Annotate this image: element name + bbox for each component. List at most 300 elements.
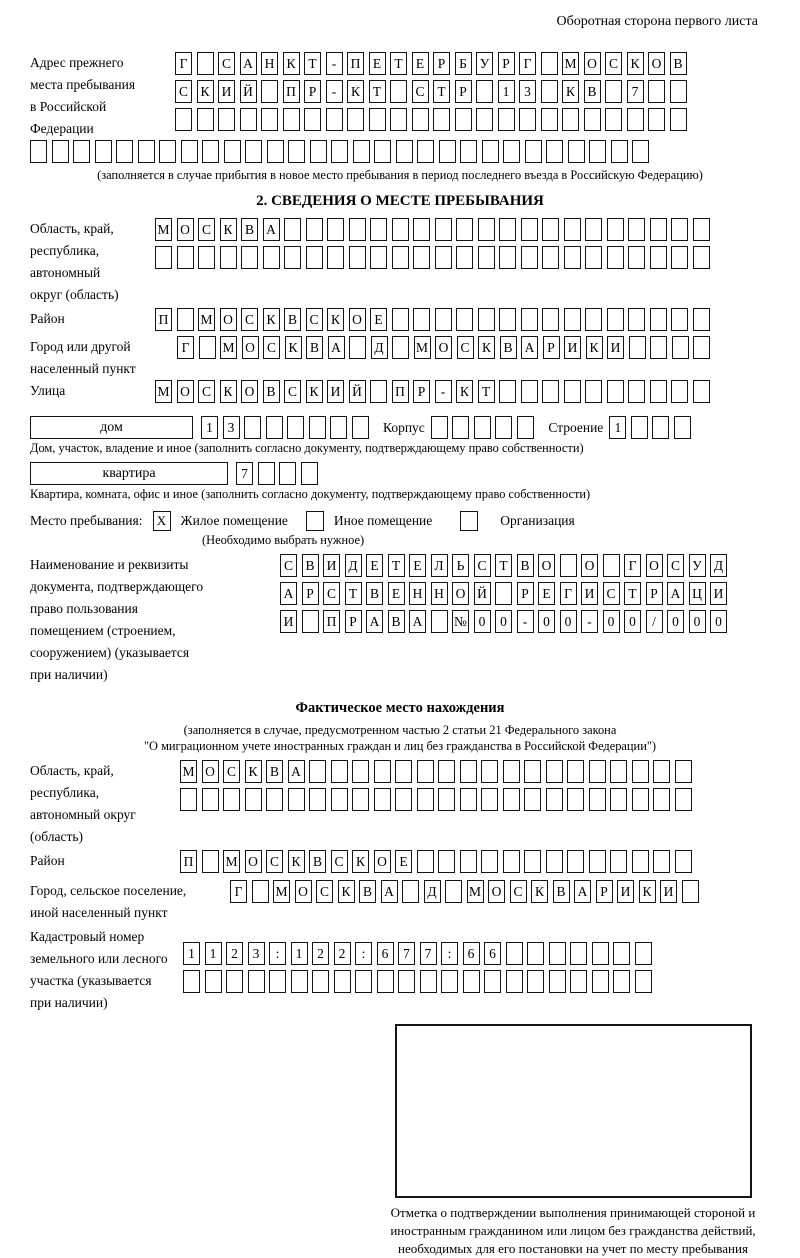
char-cell[interactable] bbox=[390, 108, 407, 131]
char-cell[interactable]: В bbox=[584, 80, 601, 103]
char-cell[interactable]: К bbox=[197, 80, 214, 103]
char-cell[interactable]: 0 bbox=[624, 610, 641, 633]
char-cell[interactable] bbox=[541, 108, 558, 131]
char-cell[interactable] bbox=[181, 140, 198, 163]
char-cell[interactable] bbox=[499, 380, 516, 403]
char-cell[interactable]: С bbox=[198, 380, 215, 403]
char-cell[interactable] bbox=[693, 336, 710, 359]
char-cell[interactable] bbox=[370, 246, 387, 269]
char-cell[interactable]: М bbox=[562, 52, 579, 75]
char-cell[interactable] bbox=[527, 970, 544, 993]
char-cell[interactable] bbox=[258, 462, 275, 485]
char-cell[interactable] bbox=[524, 788, 541, 811]
char-cell[interactable]: Й bbox=[349, 380, 366, 403]
char-cell[interactable] bbox=[589, 760, 606, 783]
char-cell[interactable] bbox=[499, 246, 516, 269]
char-cell[interactable]: - bbox=[581, 610, 598, 633]
char-cell[interactable]: Н bbox=[431, 582, 448, 605]
char-cell[interactable]: О bbox=[220, 308, 237, 331]
char-cell[interactable] bbox=[398, 970, 415, 993]
char-cell[interactable]: 0 bbox=[538, 610, 555, 633]
char-cell[interactable]: О bbox=[488, 880, 505, 903]
char-cell[interactable] bbox=[334, 970, 351, 993]
char-cell[interactable] bbox=[326, 108, 343, 131]
char-cell[interactable] bbox=[202, 788, 219, 811]
char-cell[interactable] bbox=[218, 108, 235, 131]
char-cell[interactable] bbox=[585, 380, 602, 403]
char-cell[interactable]: К bbox=[285, 336, 302, 359]
char-cell[interactable]: О bbox=[646, 554, 663, 577]
char-cell[interactable] bbox=[682, 880, 699, 903]
char-cell[interactable] bbox=[302, 610, 319, 633]
char-cell[interactable] bbox=[564, 246, 581, 269]
char-cell[interactable]: К bbox=[352, 850, 369, 873]
char-cell[interactable] bbox=[506, 942, 523, 965]
char-cell[interactable]: А bbox=[263, 218, 280, 241]
char-cell[interactable] bbox=[570, 942, 587, 965]
char-cell[interactable] bbox=[330, 416, 347, 439]
char-cell[interactable] bbox=[377, 970, 394, 993]
char-cell[interactable] bbox=[116, 140, 133, 163]
char-cell[interactable]: К bbox=[327, 308, 344, 331]
char-cell[interactable] bbox=[585, 246, 602, 269]
char-cell[interactable] bbox=[438, 760, 455, 783]
char-cell[interactable] bbox=[628, 308, 645, 331]
char-cell[interactable] bbox=[476, 108, 493, 131]
char-cell[interactable] bbox=[503, 140, 520, 163]
char-cell[interactable]: М bbox=[467, 880, 484, 903]
char-cell[interactable] bbox=[481, 850, 498, 873]
char-cell[interactable] bbox=[392, 308, 409, 331]
char-cell[interactable]: В bbox=[517, 554, 534, 577]
char-cell[interactable]: С bbox=[280, 554, 297, 577]
char-cell[interactable] bbox=[417, 760, 434, 783]
char-cell[interactable]: И bbox=[327, 380, 344, 403]
char-cell[interactable] bbox=[435, 218, 452, 241]
char-cell[interactable]: А bbox=[288, 760, 305, 783]
char-cell[interactable] bbox=[560, 554, 577, 577]
char-cell[interactable] bbox=[155, 246, 172, 269]
char-cell[interactable] bbox=[607, 246, 624, 269]
char-cell[interactable]: С bbox=[284, 380, 301, 403]
char-cell[interactable] bbox=[202, 140, 219, 163]
gorod3-cells[interactable] bbox=[230, 880, 770, 903]
char-cell[interactable]: С bbox=[263, 336, 280, 359]
char-cell[interactable]: В bbox=[670, 52, 687, 75]
char-cell[interactable]: О bbox=[648, 52, 665, 75]
char-cell[interactable] bbox=[417, 850, 434, 873]
char-cell[interactable] bbox=[549, 942, 566, 965]
char-cell[interactable]: Р bbox=[304, 80, 321, 103]
char-cell[interactable]: Е bbox=[366, 554, 383, 577]
char-cell[interactable] bbox=[562, 108, 579, 131]
dom-number-cells[interactable] bbox=[201, 416, 373, 439]
char-cell[interactable] bbox=[52, 140, 69, 163]
char-cell[interactable]: Г bbox=[177, 336, 194, 359]
char-cell[interactable]: А bbox=[366, 610, 383, 633]
char-cell[interactable]: О bbox=[581, 554, 598, 577]
ulitsa-cells[interactable] bbox=[155, 380, 770, 403]
char-cell[interactable]: С bbox=[241, 308, 258, 331]
char-cell[interactable]: 3 bbox=[519, 80, 536, 103]
char-cell[interactable] bbox=[456, 218, 473, 241]
char-cell[interactable] bbox=[304, 108, 321, 131]
char-cell[interactable]: П bbox=[155, 308, 172, 331]
oblast3-cells-row2[interactable] bbox=[180, 788, 770, 811]
char-cell[interactable] bbox=[349, 246, 366, 269]
char-cell[interactable]: О bbox=[177, 380, 194, 403]
char-cell[interactable] bbox=[524, 850, 541, 873]
char-cell[interactable]: К bbox=[220, 218, 237, 241]
char-cell[interactable] bbox=[284, 246, 301, 269]
char-cell[interactable]: О bbox=[584, 52, 601, 75]
prev-address-cells-row2[interactable] bbox=[175, 80, 770, 103]
char-cell[interactable] bbox=[445, 880, 462, 903]
char-cell[interactable]: Г bbox=[175, 52, 192, 75]
char-cell[interactable] bbox=[353, 140, 370, 163]
char-cell[interactable]: Т bbox=[624, 582, 641, 605]
char-cell[interactable] bbox=[524, 760, 541, 783]
char-cell[interactable] bbox=[197, 108, 214, 131]
char-cell[interactable] bbox=[632, 850, 649, 873]
char-cell[interactable] bbox=[435, 246, 452, 269]
char-cell[interactable]: Г bbox=[230, 880, 247, 903]
char-cell[interactable] bbox=[628, 246, 645, 269]
char-cell[interactable]: И bbox=[581, 582, 598, 605]
char-cell[interactable] bbox=[374, 140, 391, 163]
char-cell[interactable]: О bbox=[538, 554, 555, 577]
char-cell[interactable]: Е bbox=[412, 52, 429, 75]
char-cell[interactable]: М bbox=[155, 380, 172, 403]
char-cell[interactable] bbox=[481, 760, 498, 783]
char-cell[interactable]: 0 bbox=[495, 610, 512, 633]
char-cell[interactable] bbox=[592, 970, 609, 993]
char-cell[interactable] bbox=[671, 218, 688, 241]
char-cell[interactable]: К bbox=[478, 336, 495, 359]
oblast-cells-row2[interactable] bbox=[155, 246, 770, 269]
char-cell[interactable] bbox=[674, 416, 691, 439]
char-cell[interactable]: О bbox=[452, 582, 469, 605]
char-cell[interactable]: В bbox=[553, 880, 570, 903]
char-cell[interactable]: 1 bbox=[498, 80, 515, 103]
char-cell[interactable] bbox=[474, 416, 491, 439]
char-cell[interactable]: Е bbox=[370, 308, 387, 331]
char-cell[interactable]: 0 bbox=[474, 610, 491, 633]
char-cell[interactable] bbox=[180, 788, 197, 811]
char-cell[interactable] bbox=[482, 140, 499, 163]
char-cell[interactable] bbox=[460, 760, 477, 783]
char-cell[interactable]: Р bbox=[302, 582, 319, 605]
char-cell[interactable] bbox=[331, 788, 348, 811]
char-cell[interactable] bbox=[331, 140, 348, 163]
char-cell[interactable] bbox=[503, 788, 520, 811]
char-cell[interactable]: П bbox=[392, 380, 409, 403]
char-cell[interactable]: 0 bbox=[710, 610, 727, 633]
char-cell[interactable] bbox=[610, 788, 627, 811]
char-cell[interactable] bbox=[567, 788, 584, 811]
char-cell[interactable] bbox=[223, 788, 240, 811]
char-cell[interactable] bbox=[650, 308, 667, 331]
char-cell[interactable]: В bbox=[266, 760, 283, 783]
char-cell[interactable] bbox=[693, 380, 710, 403]
char-cell[interactable] bbox=[438, 850, 455, 873]
char-cell[interactable] bbox=[484, 970, 501, 993]
char-cell[interactable]: Д bbox=[710, 554, 727, 577]
char-cell[interactable] bbox=[310, 140, 327, 163]
char-cell[interactable]: И bbox=[607, 336, 624, 359]
char-cell[interactable]: У bbox=[476, 52, 493, 75]
char-cell[interactable]: Г bbox=[624, 554, 641, 577]
char-cell[interactable]: 7 bbox=[236, 462, 253, 485]
korpus-cells[interactable] bbox=[431, 416, 539, 439]
char-cell[interactable] bbox=[441, 970, 458, 993]
char-cell[interactable] bbox=[248, 970, 265, 993]
char-cell[interactable]: Т bbox=[495, 554, 512, 577]
char-cell[interactable]: О bbox=[435, 336, 452, 359]
char-cell[interactable]: Д bbox=[345, 554, 362, 577]
char-cell[interactable] bbox=[309, 416, 326, 439]
char-cell[interactable] bbox=[435, 308, 452, 331]
char-cell[interactable]: В bbox=[388, 610, 405, 633]
char-cell[interactable] bbox=[521, 380, 538, 403]
char-cell[interactable] bbox=[546, 760, 563, 783]
char-cell[interactable] bbox=[546, 788, 563, 811]
char-cell[interactable] bbox=[287, 416, 304, 439]
char-cell[interactable]: : bbox=[269, 942, 286, 965]
char-cell[interactable]: С bbox=[175, 80, 192, 103]
char-cell[interactable]: М bbox=[155, 218, 172, 241]
char-cell[interactable] bbox=[546, 850, 563, 873]
char-cell[interactable]: А bbox=[328, 336, 345, 359]
char-cell[interactable] bbox=[693, 246, 710, 269]
dom-box[interactable]: дом bbox=[30, 416, 193, 439]
char-cell[interactable]: Р bbox=[345, 610, 362, 633]
char-cell[interactable] bbox=[349, 218, 366, 241]
char-cell[interactable]: О bbox=[349, 308, 366, 331]
char-cell[interactable]: Н bbox=[409, 582, 426, 605]
stroenie-cells[interactable] bbox=[609, 416, 695, 439]
char-cell[interactable]: Н bbox=[261, 52, 278, 75]
char-cell[interactable] bbox=[495, 416, 512, 439]
char-cell[interactable] bbox=[352, 416, 369, 439]
char-cell[interactable] bbox=[648, 80, 665, 103]
char-cell[interactable] bbox=[521, 218, 538, 241]
char-cell[interactable] bbox=[541, 80, 558, 103]
char-cell[interactable]: - bbox=[517, 610, 534, 633]
char-cell[interactable] bbox=[413, 308, 430, 331]
char-cell[interactable] bbox=[197, 52, 214, 75]
char-cell[interactable]: К bbox=[245, 760, 262, 783]
char-cell[interactable]: О bbox=[177, 218, 194, 241]
char-cell[interactable] bbox=[607, 380, 624, 403]
char-cell[interactable] bbox=[177, 308, 194, 331]
char-cell[interactable]: И bbox=[280, 610, 297, 633]
char-cell[interactable]: 3 bbox=[223, 416, 240, 439]
char-cell[interactable] bbox=[564, 308, 581, 331]
char-cell[interactable] bbox=[241, 246, 258, 269]
char-cell[interactable] bbox=[205, 970, 222, 993]
char-cell[interactable] bbox=[312, 970, 329, 993]
char-cell[interactable] bbox=[327, 246, 344, 269]
char-cell[interactable] bbox=[433, 108, 450, 131]
char-cell[interactable]: : bbox=[355, 942, 372, 965]
char-cell[interactable] bbox=[226, 970, 243, 993]
char-cell[interactable] bbox=[650, 336, 667, 359]
stay-type-checkbox-other[interactable] bbox=[306, 511, 324, 531]
char-cell[interactable]: - bbox=[326, 52, 343, 75]
char-cell[interactable]: В bbox=[241, 218, 258, 241]
char-cell[interactable]: И bbox=[617, 880, 634, 903]
char-cell[interactable]: Д bbox=[371, 336, 388, 359]
char-cell[interactable]: 3 bbox=[248, 942, 265, 965]
char-cell[interactable]: С bbox=[218, 52, 235, 75]
char-cell[interactable] bbox=[568, 140, 585, 163]
char-cell[interactable]: Б bbox=[455, 52, 472, 75]
char-cell[interactable] bbox=[611, 140, 628, 163]
char-cell[interactable]: М bbox=[220, 336, 237, 359]
char-cell[interactable]: / bbox=[646, 610, 663, 633]
char-cell[interactable] bbox=[413, 218, 430, 241]
char-cell[interactable]: С bbox=[510, 880, 527, 903]
char-cell[interactable]: 1 bbox=[609, 416, 626, 439]
char-cell[interactable] bbox=[244, 416, 261, 439]
char-cell[interactable]: Р bbox=[498, 52, 515, 75]
char-cell[interactable]: С bbox=[457, 336, 474, 359]
char-cell[interactable]: Т bbox=[433, 80, 450, 103]
char-cell[interactable]: К bbox=[263, 308, 280, 331]
char-cell[interactable] bbox=[650, 380, 667, 403]
char-cell[interactable] bbox=[352, 788, 369, 811]
char-cell[interactable] bbox=[605, 108, 622, 131]
char-cell[interactable]: Р bbox=[433, 52, 450, 75]
char-cell[interactable]: К bbox=[347, 80, 364, 103]
char-cell[interactable]: 7 bbox=[420, 942, 437, 965]
char-cell[interactable] bbox=[30, 140, 47, 163]
char-cell[interactable] bbox=[632, 140, 649, 163]
char-cell[interactable]: А bbox=[381, 880, 398, 903]
char-cell[interactable] bbox=[541, 52, 558, 75]
char-cell[interactable] bbox=[585, 218, 602, 241]
char-cell[interactable] bbox=[279, 462, 296, 485]
char-cell[interactable]: - bbox=[435, 380, 452, 403]
char-cell[interactable] bbox=[267, 140, 284, 163]
char-cell[interactable] bbox=[564, 218, 581, 241]
char-cell[interactable] bbox=[202, 850, 219, 873]
char-cell[interactable]: С bbox=[223, 760, 240, 783]
char-cell[interactable]: Е bbox=[538, 582, 555, 605]
char-cell[interactable]: М bbox=[273, 880, 290, 903]
char-cell[interactable] bbox=[589, 788, 606, 811]
char-cell[interactable]: В bbox=[359, 880, 376, 903]
char-cell[interactable] bbox=[499, 218, 516, 241]
char-cell[interactable] bbox=[392, 246, 409, 269]
char-cell[interactable]: М bbox=[180, 760, 197, 783]
char-cell[interactable]: И bbox=[710, 582, 727, 605]
stay-type-checkbox-organization[interactable] bbox=[460, 511, 478, 531]
char-cell[interactable]: К bbox=[220, 380, 237, 403]
char-cell[interactable]: Р bbox=[517, 582, 534, 605]
char-cell[interactable] bbox=[261, 80, 278, 103]
char-cell[interactable]: Т bbox=[390, 52, 407, 75]
char-cell[interactable] bbox=[245, 788, 262, 811]
char-cell[interactable] bbox=[549, 970, 566, 993]
char-cell[interactable]: О bbox=[374, 850, 391, 873]
char-cell[interactable] bbox=[519, 108, 536, 131]
char-cell[interactable] bbox=[631, 416, 648, 439]
char-cell[interactable]: К bbox=[562, 80, 579, 103]
char-cell[interactable]: К bbox=[586, 336, 603, 359]
char-cell[interactable] bbox=[291, 970, 308, 993]
char-cell[interactable] bbox=[564, 380, 581, 403]
char-cell[interactable]: Р bbox=[543, 336, 560, 359]
char-cell[interactable] bbox=[542, 308, 559, 331]
char-cell[interactable]: Ь bbox=[452, 554, 469, 577]
char-cell[interactable]: 1 bbox=[201, 416, 218, 439]
char-cell[interactable] bbox=[413, 246, 430, 269]
char-cell[interactable] bbox=[460, 140, 477, 163]
char-cell[interactable] bbox=[542, 246, 559, 269]
char-cell[interactable]: А bbox=[667, 582, 684, 605]
char-cell[interactable] bbox=[610, 850, 627, 873]
prev-address-cells-row1[interactable] bbox=[175, 52, 770, 75]
char-cell[interactable]: К bbox=[639, 880, 656, 903]
char-cell[interactable] bbox=[288, 788, 305, 811]
char-cell[interactable]: Г bbox=[519, 52, 536, 75]
char-cell[interactable]: С bbox=[198, 218, 215, 241]
char-cell[interactable]: И bbox=[564, 336, 581, 359]
char-cell[interactable]: В bbox=[284, 308, 301, 331]
char-cell[interactable] bbox=[521, 308, 538, 331]
char-cell[interactable] bbox=[439, 140, 456, 163]
char-cell[interactable]: В bbox=[302, 554, 319, 577]
char-cell[interactable] bbox=[610, 760, 627, 783]
char-cell[interactable]: О bbox=[295, 880, 312, 903]
char-cell[interactable] bbox=[263, 246, 280, 269]
char-cell[interactable] bbox=[605, 80, 622, 103]
char-cell[interactable] bbox=[460, 850, 477, 873]
char-cell[interactable] bbox=[283, 108, 300, 131]
stay-type-checkbox-residential[interactable]: X bbox=[153, 511, 171, 531]
doc-cells-row3[interactable] bbox=[280, 610, 770, 633]
char-cell[interactable]: С bbox=[605, 52, 622, 75]
char-cell[interactable] bbox=[570, 970, 587, 993]
char-cell[interactable]: М bbox=[223, 850, 240, 873]
char-cell[interactable] bbox=[369, 108, 386, 131]
char-cell[interactable]: С bbox=[306, 308, 323, 331]
char-cell[interactable] bbox=[198, 246, 215, 269]
char-cell[interactable]: В bbox=[500, 336, 517, 359]
char-cell[interactable]: В bbox=[263, 380, 280, 403]
char-cell[interactable]: 6 bbox=[484, 942, 501, 965]
char-cell[interactable] bbox=[478, 308, 495, 331]
char-cell[interactable] bbox=[452, 416, 469, 439]
char-cell[interactable] bbox=[627, 108, 644, 131]
char-cell[interactable]: И bbox=[660, 880, 677, 903]
char-cell[interactable]: П bbox=[283, 80, 300, 103]
char-cell[interactable] bbox=[183, 970, 200, 993]
char-cell[interactable] bbox=[431, 416, 448, 439]
char-cell[interactable]: Л bbox=[431, 554, 448, 577]
char-cell[interactable]: И bbox=[323, 554, 340, 577]
char-cell[interactable]: Е bbox=[388, 582, 405, 605]
char-cell[interactable] bbox=[374, 788, 391, 811]
char-cell[interactable]: М bbox=[414, 336, 431, 359]
char-cell[interactable] bbox=[417, 788, 434, 811]
char-cell[interactable]: К bbox=[338, 880, 355, 903]
char-cell[interactable] bbox=[585, 308, 602, 331]
char-cell[interactable] bbox=[456, 246, 473, 269]
char-cell[interactable] bbox=[396, 140, 413, 163]
